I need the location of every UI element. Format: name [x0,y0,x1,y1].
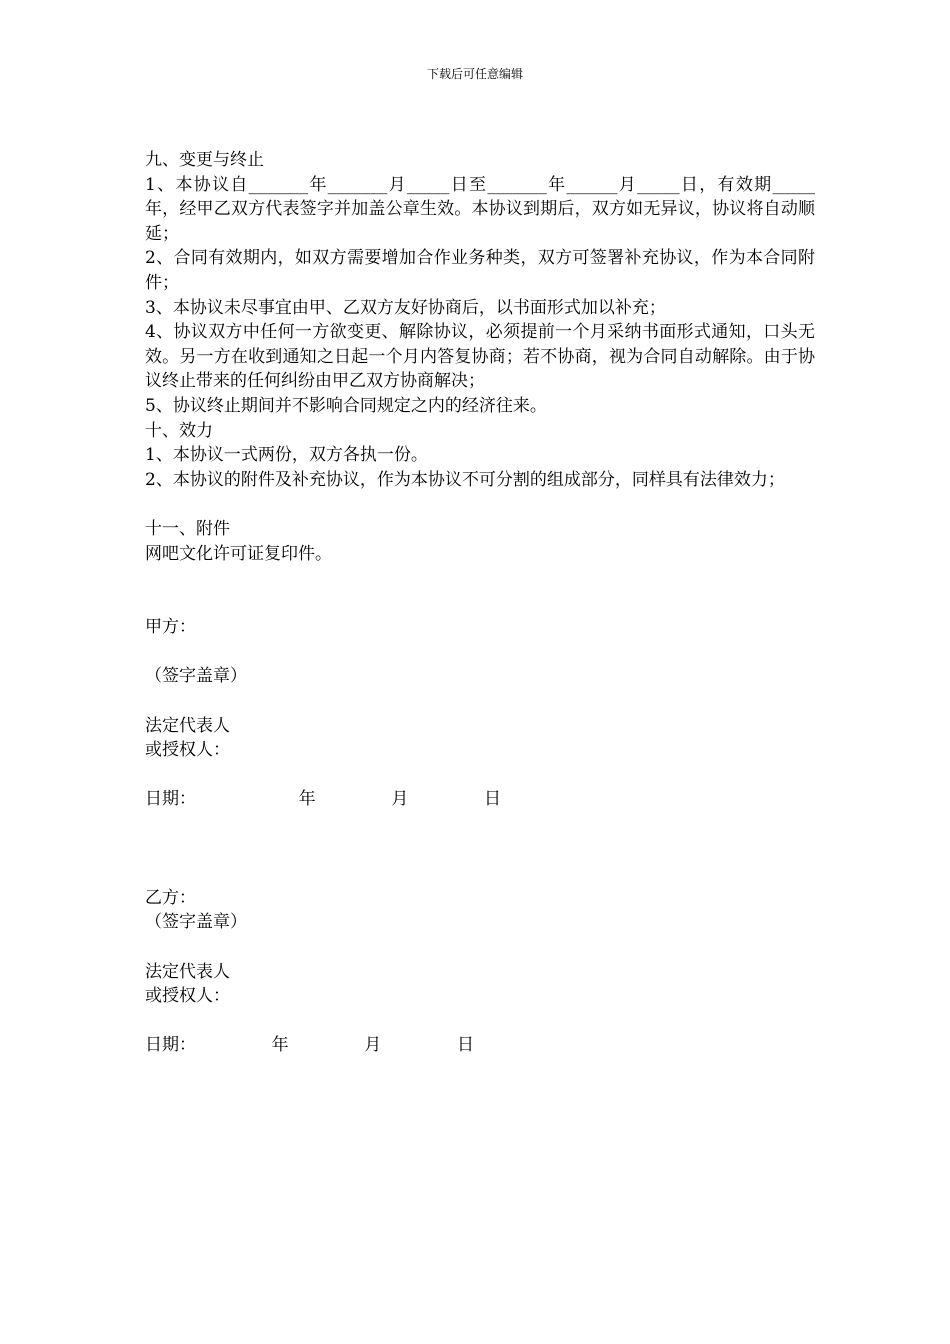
party-a-label: 甲方： [145,617,196,638]
spacer [145,492,815,517]
spacer [145,935,815,960]
section-10-title: 十、效力 [145,420,213,441]
section-9-item-3: 3、本协议未尽事宜由甲、乙双方友好协商后，以书面形式加以补充； [145,297,666,318]
section-9-title: 九、变更与终止 [145,150,264,170]
section-11-title: 十一、附件 [145,518,230,539]
section-9-item-4: 4、协议双方中任何一方欲变更、解除协议，必须提前一个月采纳书面形式通知，口头无效。另一方在收到通知之日起一个月内答复协商；若不协商，视为合同自动解除。由于协议终止带来的任何纠纷由甲乙双方协商解决； [145,322,815,392]
page-header: 下载后可任意编辑 [426,67,523,81]
spacer [145,689,815,714]
spacer [145,861,815,886]
spacer [145,591,815,616]
party-a-rep-line-1: 法定代表人 [145,715,230,736]
section-11-text: 网吧文化许可证复印件。 [145,543,332,564]
section-10-item-1: 1、本协议一式两份，双方各执一份。 [145,445,428,466]
party-b-date: 日期： 年 月 日 [145,1035,474,1056]
party-a-seal: （签字盖章） [145,666,247,687]
document-body [145,148,815,1058]
party-b-label: 乙方： [145,887,196,908]
section-10-item-2: 2、本协议的附件及补充协议，作为本协议不可分割的组成部分，同样具有法律效力； [145,469,785,490]
party-b-rep-line-2: 或授权人： [145,986,230,1007]
spacer [145,1009,815,1034]
spacer [145,763,815,788]
section-9-item-5: 5、协议终止期间并不影响合同规定之内的经济往来。 [145,395,547,416]
party-a-rep-line-2: 或授权人： [145,740,230,761]
party-a-date: 日期： 年 月 日 [145,789,501,810]
spacer [145,812,815,837]
party-b-seal: （签字盖章） [145,912,247,933]
spacer [145,837,815,862]
spacer [145,640,815,665]
spacer [145,566,815,591]
party-b-rep-line-1: 法定代表人 [145,961,230,982]
section-9-item-1: 1、本协议自_______年_______月_____日至_______年______月_____日，有效期_____年，经甲乙双方代表签字并加盖公章生效。本协议到期后，双方如无异议，协议将自动顺延； [145,174,815,244]
section-9-item-2: 2、合同有效期内，如双方需要增加合作业务种类，双方可签署补充协议，作为本合同附件； [145,248,815,293]
